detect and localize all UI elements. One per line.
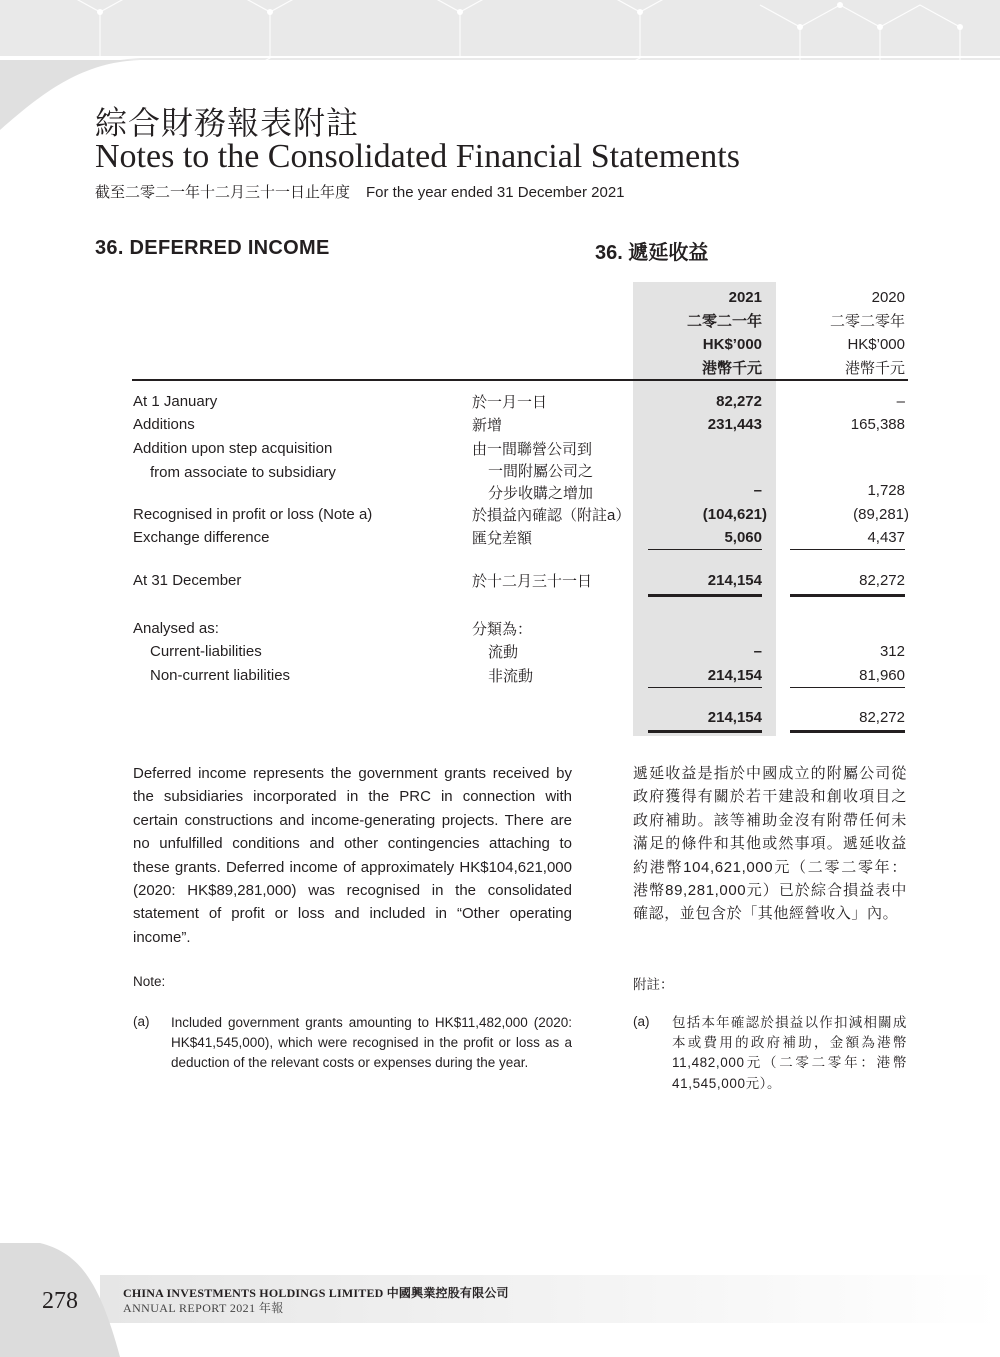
subtotal-rule	[648, 549, 762, 550]
total-rule	[648, 594, 762, 597]
row-label-cn: 一間附屬公司之	[488, 463, 594, 480]
row-label-cn: 流動	[488, 644, 519, 661]
section-heading-en: 36. DEFERRED INCOME	[95, 237, 330, 259]
value-2021: 82,272	[716, 393, 762, 410]
table-header-rule	[132, 379, 908, 381]
row-label-cn: 於一月一日	[472, 394, 548, 411]
paragraph-cn: 遞延收益是指於中國成立的附屬公司從政府獲得有關於若干建設和創收項目之政府補助。該等補助金沒有附帶任何未滿足的條件和其他或然事項。遞延收益約港幣104,621,000元（二零二零年：港幣89,281,000元）已於綜合損益表中確認，並包含於「其他經營收入」內。	[633, 765, 907, 923]
value-2021: 5,060	[724, 529, 762, 546]
row-label-en: Addition upon step acquisition	[133, 440, 333, 457]
col-2021-year-cn: 二零二一年	[686, 312, 762, 330]
total-rule	[790, 594, 905, 597]
row-label-en: Current-liabilities	[150, 643, 262, 660]
value-2021: –	[753, 482, 762, 499]
footnote-cn: 包括本年確認於損益以作扣減相關成本或費用的政府補助，金額為港幣11,482,000元（二零二零年：港幣41,545,000元）。	[672, 1015, 907, 1091]
col-2020-unit: HK$’000	[847, 336, 905, 353]
row-label-cn: 匯兌差額	[472, 530, 533, 547]
value-2021: (104,621)	[702, 506, 767, 523]
value-2021: –	[753, 643, 762, 660]
note-label-cn: 附註：	[633, 977, 674, 992]
subtitle-en: For the year ended 31 December 2021	[366, 184, 625, 201]
col-2021-unit: HK$’000	[702, 336, 762, 353]
column-header-2021	[632, 286, 762, 380]
page-title-en: Notes to the Consolidated Financial Statements	[95, 138, 740, 175]
subtotal-rule	[790, 687, 905, 688]
footnote-en: Included government grants amounting to HK$11,482,000 (2020: HK$41,545,000), which were recognised in the profit or loss as a deduction of the relevant costs or expenses during the year.	[171, 1015, 572, 1071]
row-label-en: At 31 December	[133, 572, 242, 589]
row-label-cn: 非流動	[488, 668, 534, 685]
value-2021: 214,154	[707, 709, 762, 726]
total-rule	[790, 730, 905, 733]
value-2021: 214,154	[707, 667, 762, 684]
value-2020: 165,388	[850, 416, 905, 433]
row-label-en: Exchange difference	[133, 529, 270, 546]
col-2021-year: 2021	[728, 289, 762, 306]
page-title-cn: 綜合財務報表附註	[95, 104, 360, 142]
note-marker-en: (a)	[133, 1014, 150, 1029]
paragraph-en: Deferred income represents the government grants received by the subsidiaries incorporated in the PRC in connection with certain constructions and income-generating projects. There are no unfulfilled conditions and other contingencies attaching to these grants. Deferred income of approximately HK$104,621,000 (2020: HK$89,281,000) was recognised in the consolidated statement of profit or loss and included in “Other operating income”.	[133, 765, 572, 946]
subtotal-rule	[648, 687, 762, 688]
row-label-cn: 於十二月三十一日	[472, 573, 593, 590]
row-label-en: Non-current liabilities	[150, 667, 291, 684]
value-2020: 312	[879, 643, 905, 660]
row-label-en: from associate to subsidiary	[150, 464, 336, 481]
value-2020: (89,281)	[853, 506, 909, 523]
col-2021-unit-cn: 港幣千元	[701, 359, 762, 377]
row-label-cn: 由一間聯營公司到	[472, 441, 593, 458]
col-2020-year-cn: 二零二零年	[829, 312, 905, 330]
note-marker-cn: (a)	[633, 1014, 650, 1029]
value-2021: 214,154	[707, 572, 762, 589]
footer-company: CHINA INVESTMENTS HOLDINGS LIMITED 中國興業控股有限公司	[123, 1286, 509, 1300]
col-2020-unit-cn: 港幣千元	[844, 359, 905, 377]
page-number: 278	[42, 1288, 78, 1314]
col-2020-year: 2020	[871, 289, 905, 306]
column-header-2020	[775, 286, 905, 380]
row-label-cn: 於損益內確認（附註a）	[472, 507, 631, 524]
value-2020: 82,272	[859, 572, 905, 589]
value-2020: 82,272	[859, 709, 905, 726]
row-label-en: Additions	[133, 416, 195, 433]
total-rule	[648, 730, 762, 733]
note-label-en: Note:	[133, 974, 166, 989]
row-label-en: Recognised in profit or loss (Note a)	[133, 506, 373, 523]
section-heading-cn: 36. 遞延收益	[595, 242, 709, 264]
row-label-cn: 分步收購之增加	[488, 485, 594, 502]
page-subtitle	[95, 181, 625, 202]
row-label-cn: 新增	[472, 417, 503, 434]
subtitle-cn: 截至二零二一年十二月三十一日止年度	[95, 184, 351, 201]
value-2020: 1,728	[867, 482, 905, 499]
value-2021: 231,443	[707, 416, 762, 433]
row-label-en: At 1 January	[133, 393, 218, 410]
footer-report: ANNUAL REPORT 2021 年報	[123, 1301, 284, 1315]
row-label-cn: 分類為：	[472, 621, 533, 638]
value-2020: 4,437	[867, 529, 905, 546]
value-2020: 81,960	[859, 667, 905, 684]
value-2020: –	[896, 393, 905, 410]
subtotal-rule	[790, 549, 905, 550]
row-label-en: Analysed as:	[133, 620, 219, 637]
